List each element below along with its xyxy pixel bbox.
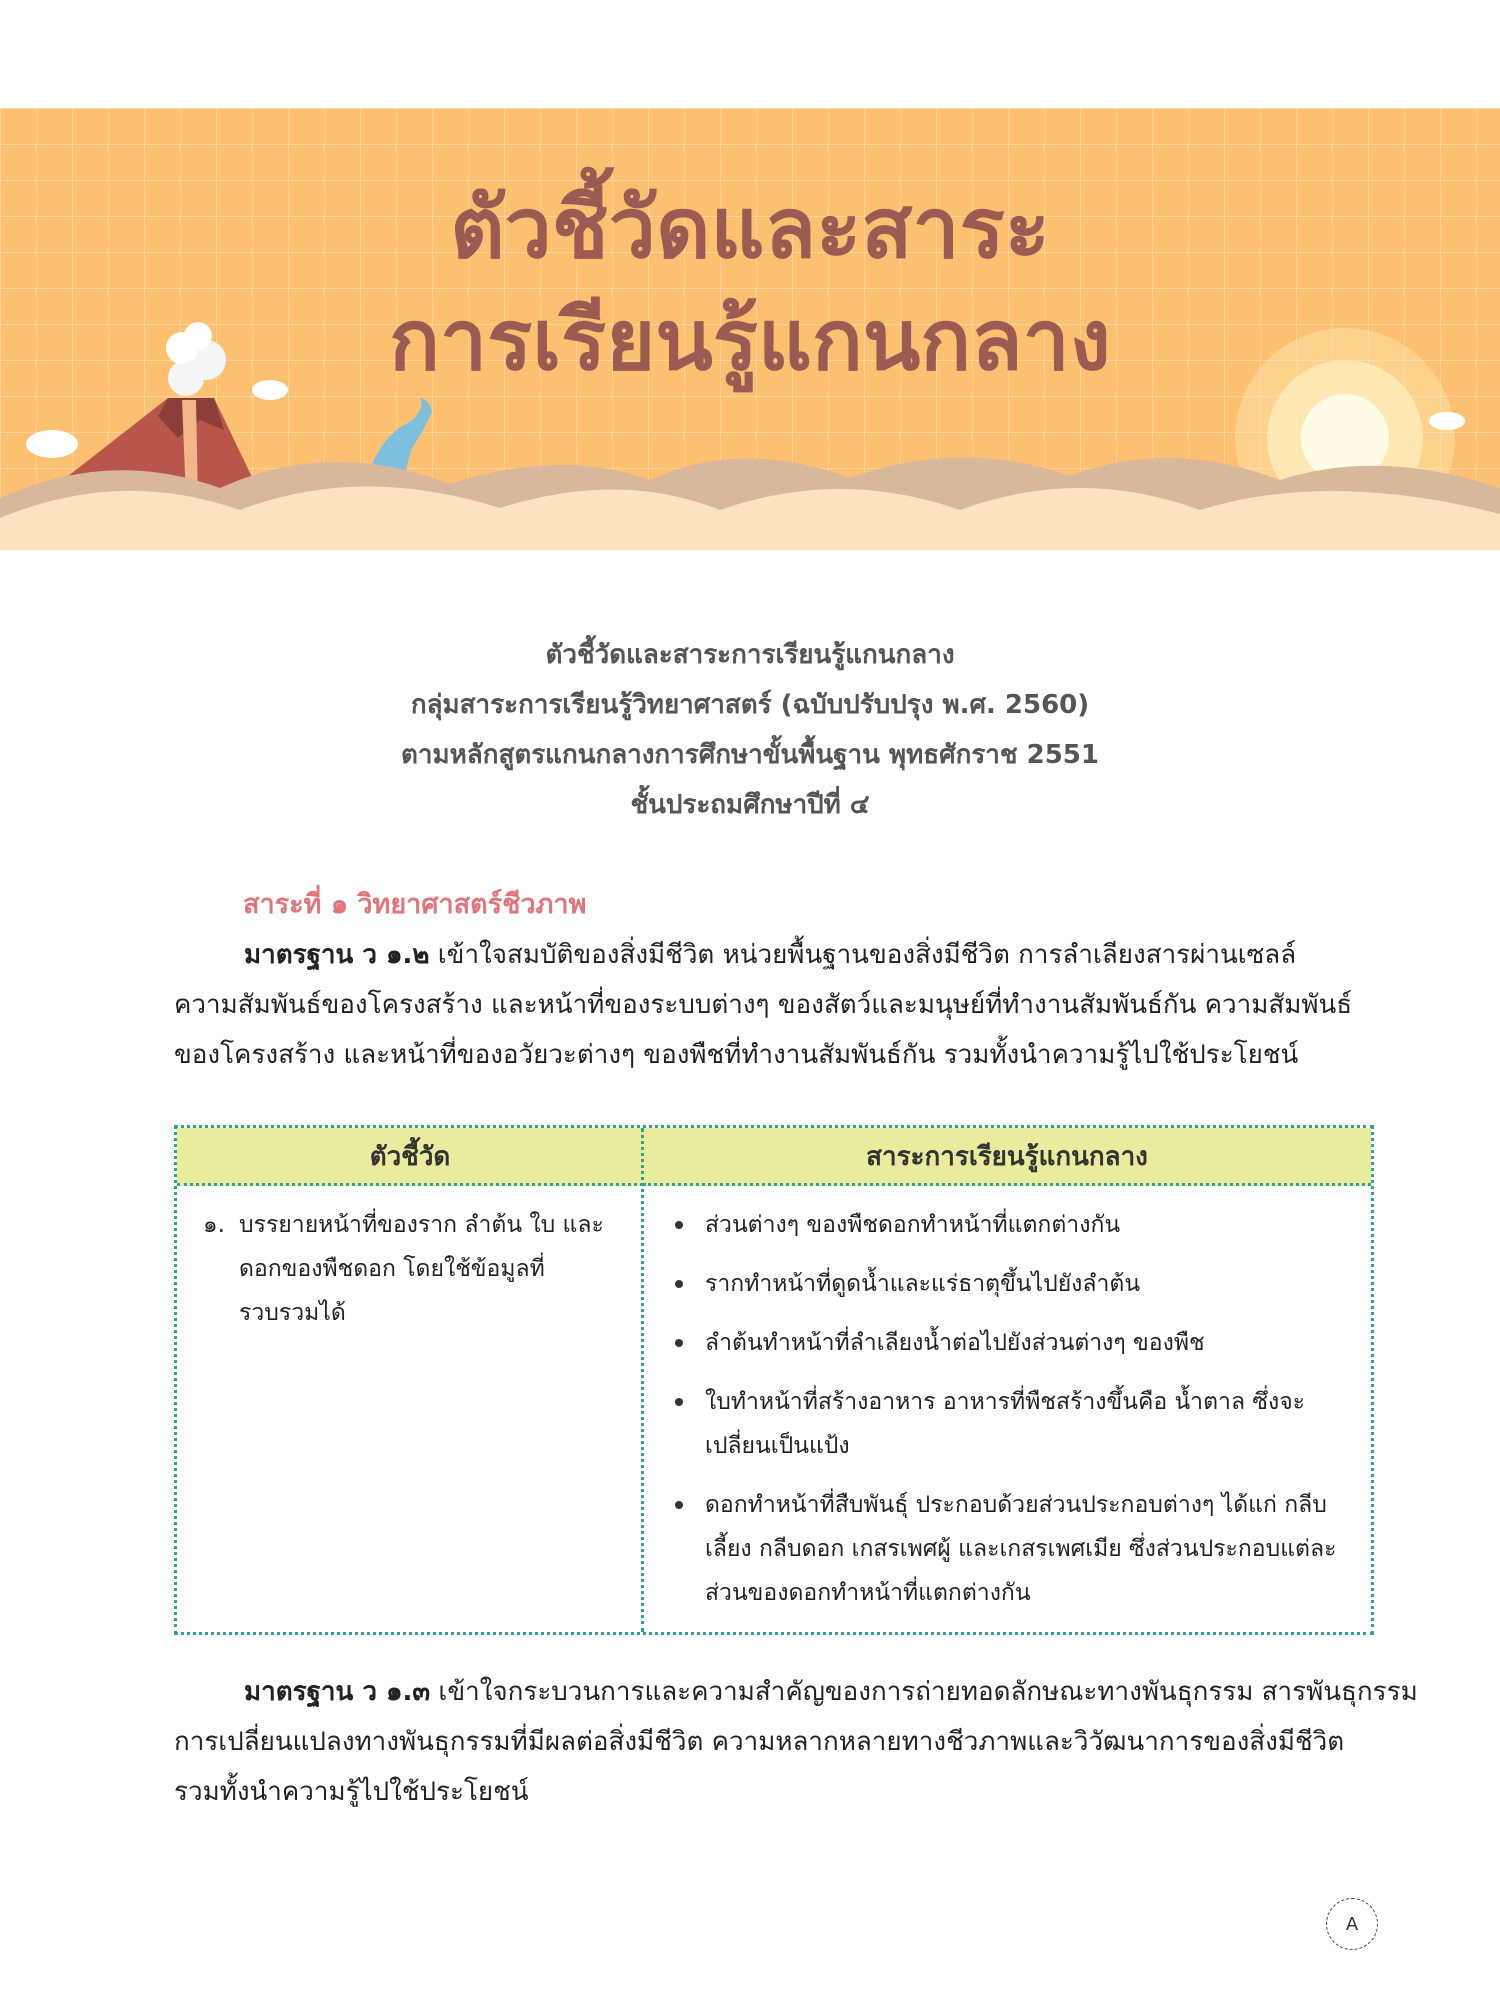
list-item: ใบทำหน้าที่สร้างอาหาร อาหารที่พืชสร้างขึ้นคือ น้ำตาล ซึ่งจะเปลี่ยนเป็นแป้ง [667, 1380, 1357, 1468]
strand-title: สาระที่ ๑ วิทยาศาสตร์ชีวภาพ [243, 889, 587, 920]
standard-2-text-1: เข้าใจกระบวนการและความสำคัญของการถ่ายทอดลักษณะทางพันธุกรรม สารพันธุกรรม [430, 1677, 1418, 1707]
standard-paragraph-2 [174, 1667, 1418, 1817]
list-item: ลำต้นทำหน้าที่ลำเลียงน้ำต่อไปยังส่วนต่างๆ ของพืช [667, 1321, 1357, 1365]
standard-1-label: มาตรฐาน ว ๑.๒ [244, 940, 430, 970]
list-item: ดอกทำหน้าที่สืบพันธุ์ ประกอบด้วยส่วนประกอบต่างๆ ได้แก่ กลีบเลี้ยง กลีบดอก เกสรเพศผู้ และเกสรเพศเมีย ซึ่งส่วนประกอบแต่ละส่วนของดอกทำหน้าที่แตกต่างกัน [667, 1483, 1357, 1615]
standard-2-line-2: การเปลี่ยนแปลงทางพันธุกรรมที่มีผลต่อสิ่งมีชีวิต ความหลากหลายทางชีวภาพและวิวัฒนาการของสิ่งมีชีวิต [174, 1727, 1345, 1757]
heading-line-4: ชั้นประถมศึกษาปีที่ ๔ [630, 790, 870, 820]
core-content-list [667, 1203, 1357, 1630]
heading-line-3: ตามหลักสูตรแกนกลางการศึกษาขั้นพื้นฐาน พุทธศักราช 2551 [401, 740, 1099, 770]
standard-1-text-1: เข้าใจสมบัติของสิ่งมีชีวิต หน่วยพื้นฐานของสิ่งมีชีวิต การลำเลียงสารผ่านเซลล์ [429, 940, 1297, 970]
page-number: A [1326, 1898, 1378, 1950]
standard-1-line-1 [174, 930, 1374, 980]
header-banner [0, 108, 1500, 550]
indicator-item [203, 1203, 623, 1335]
standard-2-line-3: รวมทั้งนำความรู้ไปใช้ประโยชน์ [174, 1777, 529, 1807]
table-column-divider [641, 1128, 644, 1632]
indicator-column-header: ตัวชี้วัด [177, 1128, 643, 1186]
list-item: รากทำหน้าที่ดูดน้ำและแร่ธาตุขึ้นไปยังลำต้น [667, 1262, 1357, 1306]
standard-2-line-1 [174, 1667, 1418, 1717]
banner-title-line2: การเรียนรู้แกนกลาง [389, 291, 1111, 389]
standard-1-line-2: ความสัมพันธ์ของโครงสร้าง และหน้าที่ของระบบต่างๆ ของสัตว์และมนุษย์ที่ทำงานสัมพันธ์กัน ความสัมพันธ์ [174, 990, 1353, 1020]
indicator-table [174, 1125, 1374, 1635]
standard-2-label: มาตรฐาน ว ๑.๓ [244, 1677, 431, 1707]
list-item: ส่วนต่างๆ ของพืชดอกทำหน้าที่แตกต่างกัน [667, 1203, 1357, 1247]
indicator-text: บรรยายหน้าที่ของราก ลำต้น ใบ และดอกของพืชดอก โดยใช้ข้อมูลที่รวบรวมได้ [239, 1212, 604, 1326]
document-heading [0, 630, 1500, 830]
heading-line-2: กลุ่มสาระการเรียนรู้วิทยาศาสตร์ (ฉบับปรับปรุง พ.ศ. 2560) [410, 690, 1090, 720]
banner-title-line1: ตัวชี้วัดและสาระ [450, 179, 1050, 277]
standard-paragraph-1 [174, 930, 1374, 1080]
standard-1-line-3: ของโครงสร้าง และหน้าที่ของอวัยวะต่างๆ ของพืชที่ทำงานสัมพันธ์กัน รวมทั้งนำความรู้ไปใช้ประโยชน์ [174, 1040, 1299, 1070]
indicator-number: ๑. [203, 1212, 225, 1238]
content-column-header: สาระการเรียนรู้แกนกลาง [643, 1128, 1371, 1186]
heading-line-1: ตัวชี้วัดและสาระการเรียนรู้แกนกลาง [545, 640, 955, 670]
